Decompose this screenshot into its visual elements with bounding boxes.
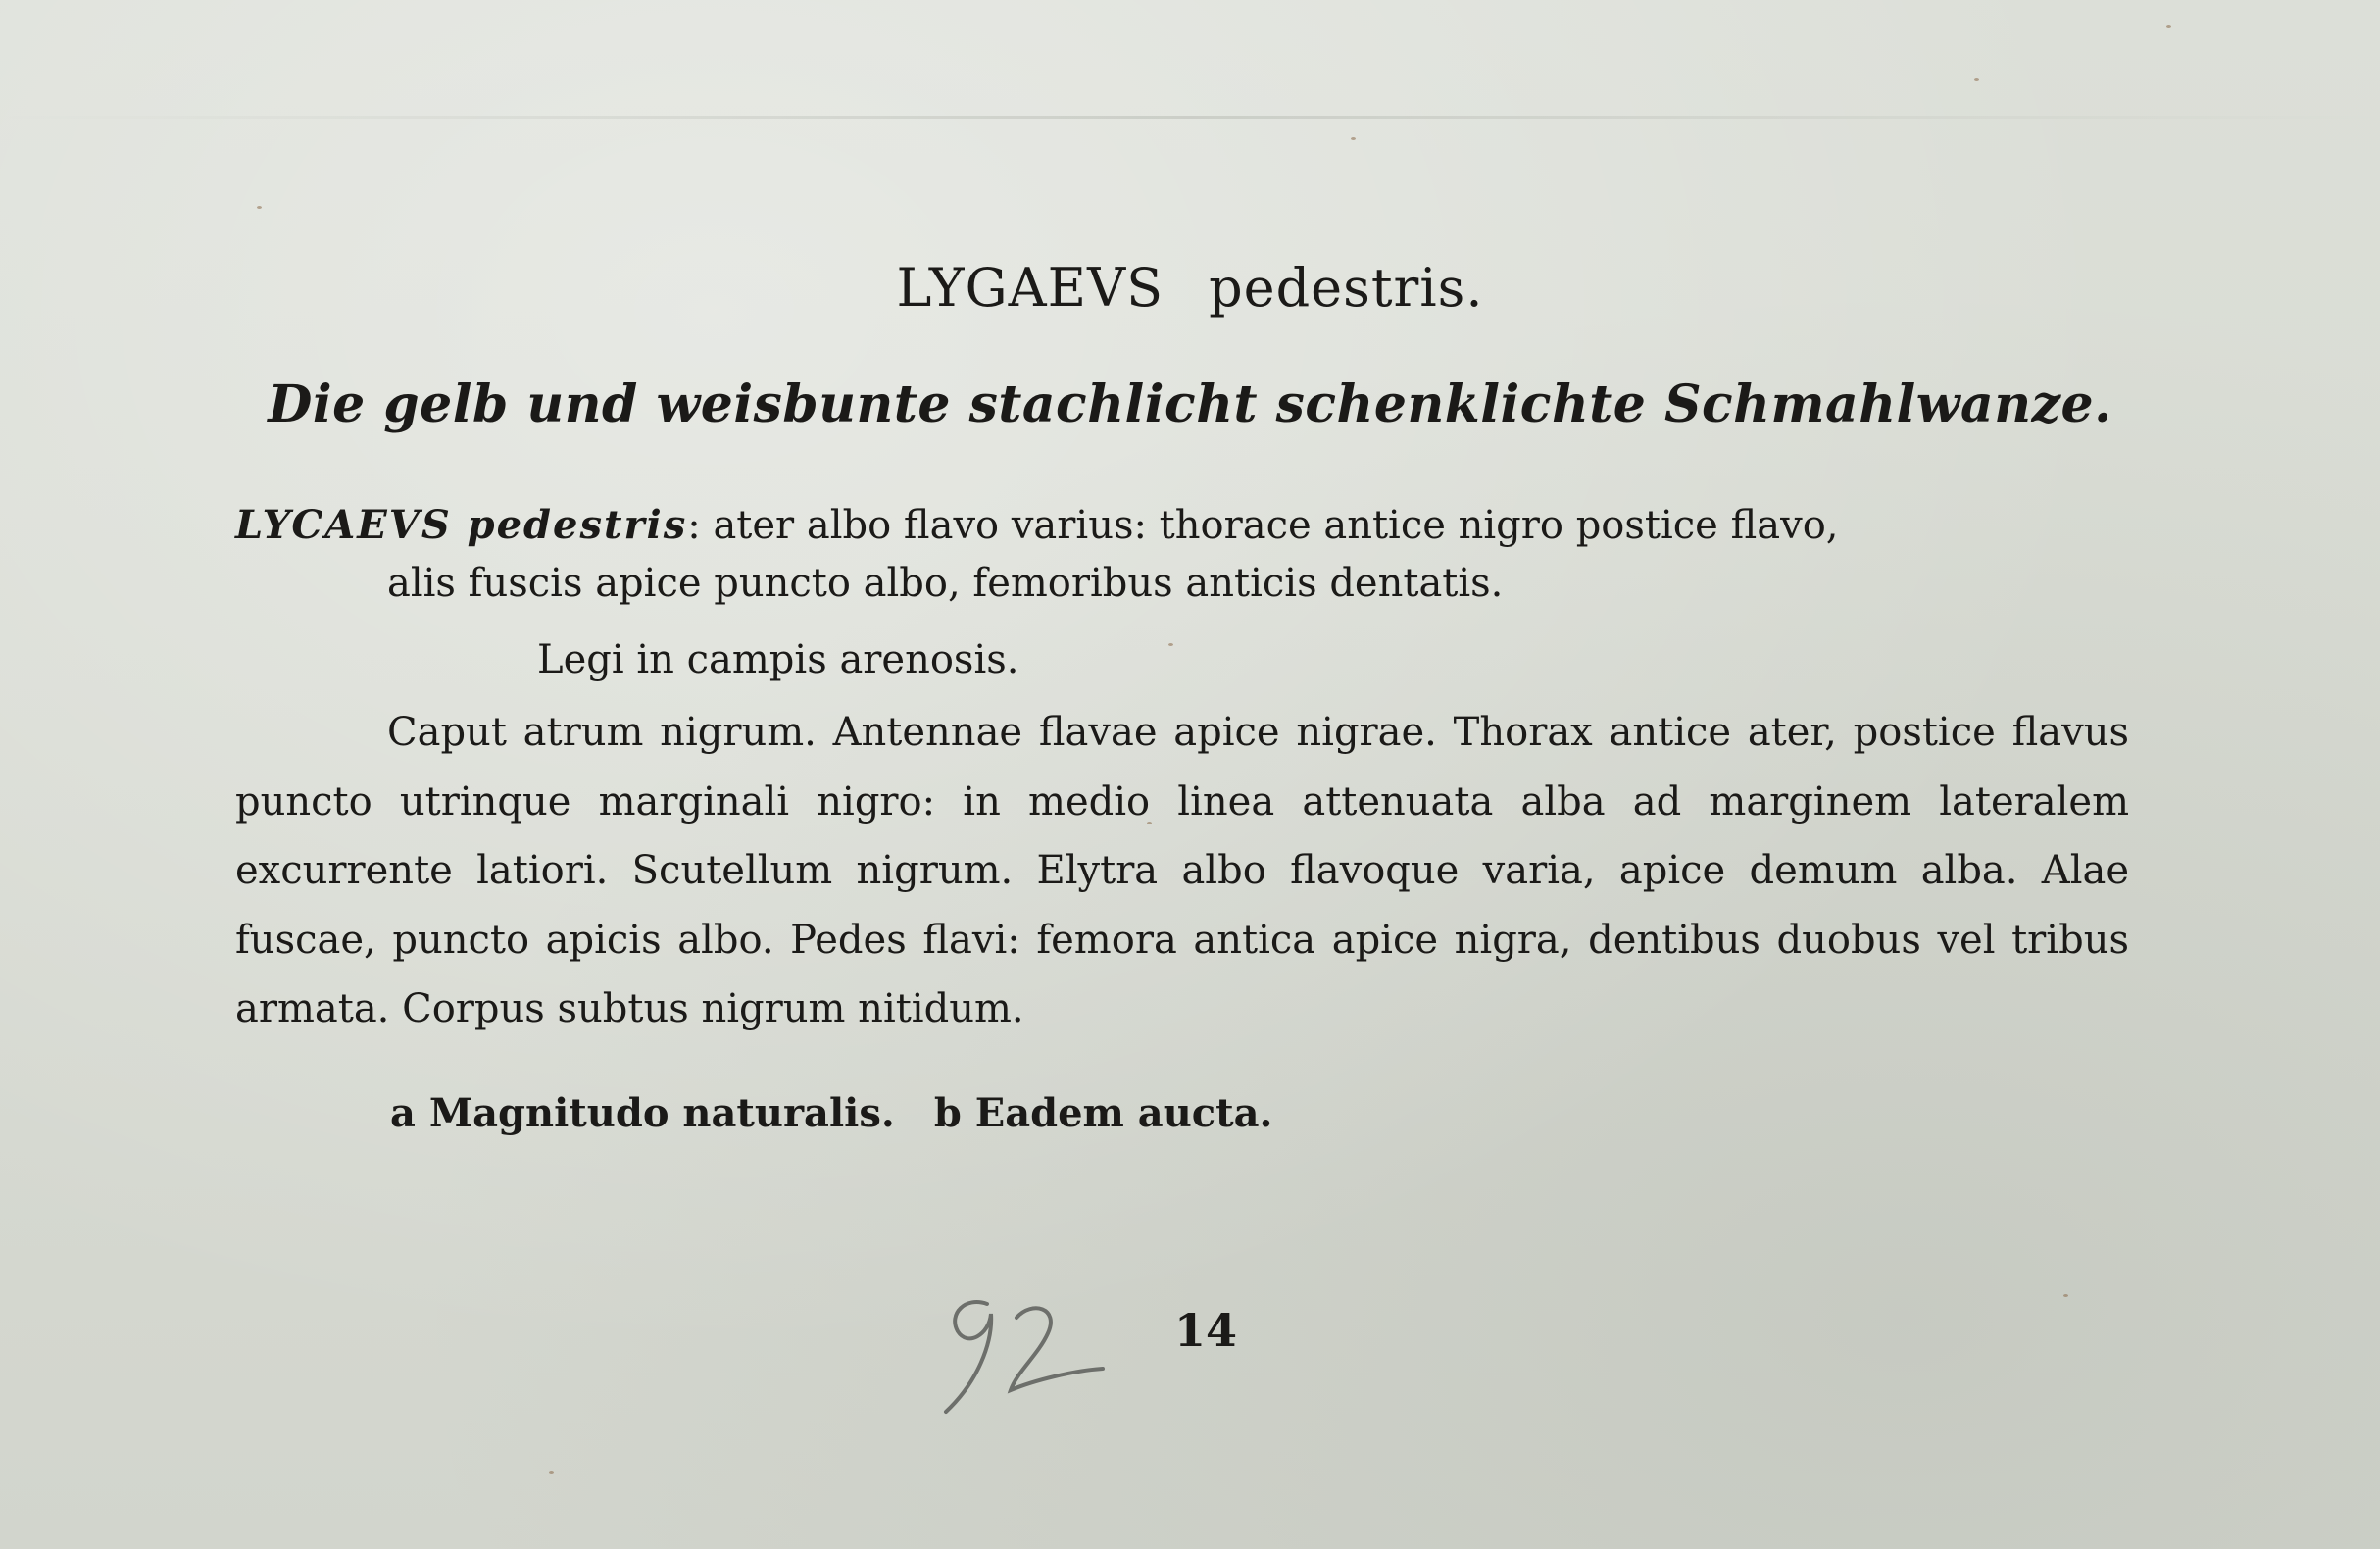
figure-b-caption: b Eadem aucta. xyxy=(933,1090,1273,1136)
page-title xyxy=(0,257,2380,319)
paper-speck xyxy=(1974,78,1979,81)
german-subtitle: Die gelb und weisbunte stachlicht schenklichte Schmahlwanze. xyxy=(268,375,2112,434)
figure-a-caption: a Magnitudo naturalis. xyxy=(390,1090,895,1136)
handwritten-number xyxy=(926,1274,1122,1431)
paper-speck xyxy=(1351,137,1356,140)
paper-fold-line xyxy=(0,116,2380,119)
paper-speck xyxy=(1168,643,1173,646)
paper-speck xyxy=(2063,1294,2068,1297)
paper-speck xyxy=(257,206,262,209)
description-paragraph: Caput atrum nigrum. Antennae flavae apice nigrae. Thorax antice ater, postice flavus puncto utrinque marginali nigro: in medio linea attenuata alba ad marginem lateralem excurrente latiori. Scutellum nigrum. Elytra albo flavoque varia, apice demum alba. Alae fuscae, puncto apicis albo. Pedes flavi: femora antica apice nigra, dentibus duobus vel tribus armata. Corpus subtus nigrum nitidum. xyxy=(235,710,2129,1031)
title-species: pedestris. xyxy=(1209,257,1484,319)
title-genus: LYGAEVS xyxy=(896,257,1165,319)
habitat-note: Legi in campis arenosis. xyxy=(537,637,1019,682)
paper-speck xyxy=(549,1471,554,1474)
diagnosis-line-1 xyxy=(235,490,2127,561)
paper-speck xyxy=(2166,25,2171,28)
figure-legend xyxy=(390,1090,1272,1136)
page-number: 14 xyxy=(1174,1304,1238,1357)
diagnosis-line-2: alis fuscis apice puncto albo, femoribus anticis dentatis. xyxy=(387,561,1504,606)
species-name: LYCAEVS pedestris xyxy=(235,502,688,548)
diagnosis-text: : ater albo flavo varius: thorace antice nigro postice flavo, xyxy=(687,503,1839,548)
